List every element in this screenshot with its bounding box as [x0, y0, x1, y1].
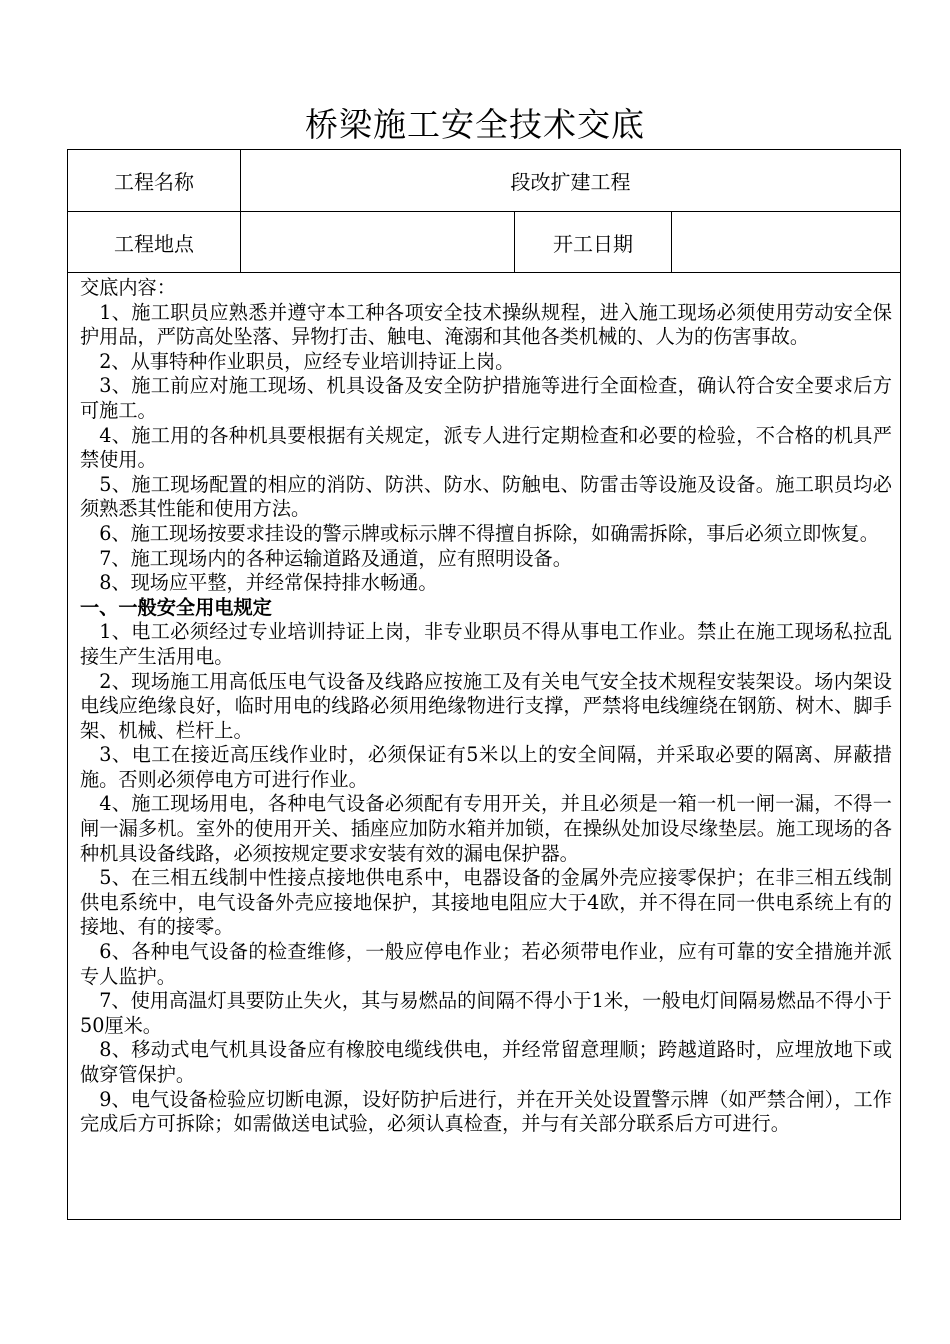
section-heading: 一、一般安全用电规定: [80, 595, 272, 619]
section-item: 1、电工必须经过专业培训持证上岗，非专业职员不得从事电工作业。禁止在施工现场私拉乱接生产生活用电。: [80, 620, 892, 668]
section-item: 7、使用高温灯具要防止失火，其与易燃品的间隔不得小于1米，一般电灯间隔易燃品不得小于50厘米。: [80, 989, 892, 1037]
content-label: 交底内容：: [80, 276, 176, 299]
section-item: 4、施工现场用电，各种电气设备必须配有专用开关，并且必须是一箱一机一闸一漏，不得一闸一漏多机。室外的使用开关、插座应加防水箱并加锁，在操纵处加设尽缘垫层。施工现场的各种机具设备线路，必须按规定要求安装有效的漏电保护器。: [80, 792, 892, 865]
section-item: 8、移动式电气机具设备应有橡胶电缆线供电，并经常留意理顺；跨越道路时，应埋放地下或做穿管保护。: [80, 1038, 892, 1086]
table-divider: [68, 272, 900, 273]
intro-item: 5、施工现场配置的相应的消防、防洪、防水、防触电、防雷击等设施及设备。施工职员均必须熟悉其性能和使用方法。: [80, 472, 892, 521]
section-item: 9、电气设备检验应切断电源，设好防护后进行，并在开关处设置警示牌（如严禁合闸），工作完成后方可拆除；如需做送电试验，必须认真检查，并与有关部分联系后方可进行。: [80, 1087, 892, 1136]
project-location-value: [241, 212, 514, 272]
intro-item: 4、施工用的各种机具要根据有关规定，派专人进行定期检查和必要的检验，不合格的机具严禁使用。: [80, 423, 892, 472]
disclosure-table: [67, 149, 901, 1220]
intro-item: 8、现场应平整，并经常保持排水畅通。: [99, 571, 438, 595]
section-item: 3、电工在接近高压线作业时，必须保证有5米以上的安全间隔，并采取必要的隔离、屏蔽措施。否则必须停电方可进行作业。: [80, 743, 892, 791]
start-date-value: [672, 212, 900, 272]
project-name-label: 工程名称: [114, 170, 194, 194]
intro-item: 2、从事特种作业职员，应经专业培训持证上岗。: [99, 349, 515, 373]
project-location-label: 工程地点: [114, 231, 194, 256]
intro-item: 7、施工现场内的各种运输道路及通道，应有照明设备。: [99, 546, 572, 570]
page-title: 桥梁施工安全技术交底: [305, 105, 645, 144]
project-name-value: 段改扩建工程: [510, 170, 631, 194]
intro-item: 3、施工前应对施工现场、机具设备及安全防护措施等进行全面检查，确认符合安全要求后方可施工。: [80, 374, 892, 422]
section-item: 2、现场施工用高低压电气设备及线路应按施工及有关电气安全技术规程安装架设。场内架设电线应绝缘良好，临时用电的线路必须用绝缘物进行支撑，严禁将电线缠绕在钢筋、树木、脚手架、机械、栏杆上。: [80, 669, 892, 742]
intro-item: 1、施工职员应熟悉并遵守本工种各项安全技术操纵规程，进入施工现场必须使用劳动安全保护用品，严防高处坠落、异物打击、触电、淹溺和其他各类机械的、人为的伤害事故。: [80, 300, 892, 349]
start-date-label: 开工日期: [553, 231, 633, 256]
disclosure-content: [80, 276, 892, 1137]
section-item: 5、在三相五线制中性接点接地供电系中，电器设备的金属外壳应接零保护；在非三相五线制供电系统中，电气设备外壳应接地保护，其接地电阻应大于4欧，并不得在同一供电系统上有的接地、有的接零。: [80, 866, 892, 939]
intro-item: 6、施工现场按要求挂设的警示牌或标示牌不得擅自拆除，如确需拆除，事后必须立即恢复。: [99, 521, 879, 545]
section-item: 6、各种电气设备的检查维修，一般应停电作业；若必须带电作业，应有可靠的安全措施并派专人监护。: [80, 940, 892, 988]
